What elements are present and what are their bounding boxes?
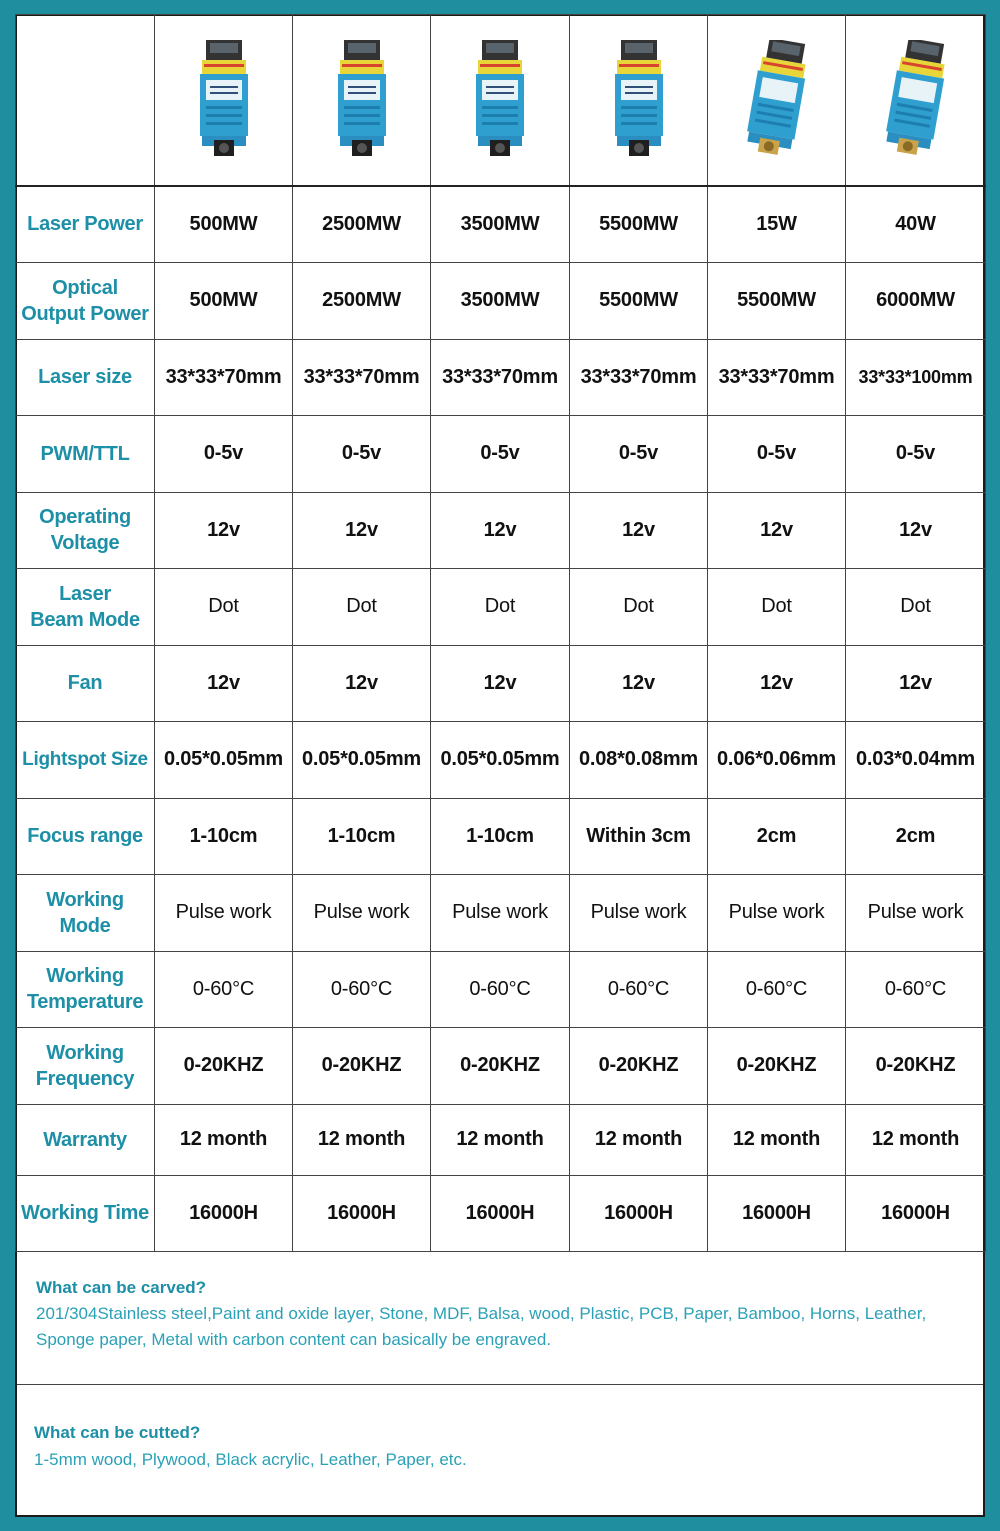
row-optical-output-power xyxy=(16,262,986,339)
product-image-cell xyxy=(570,15,708,187)
cell: 12v xyxy=(570,645,708,721)
row-laser-beam-mode xyxy=(16,568,986,645)
cell: 16000H xyxy=(570,1175,708,1251)
cell: 33*33*70mm xyxy=(708,339,846,415)
cell: 33*33*70mm xyxy=(431,339,570,415)
image-row xyxy=(16,15,986,187)
spec-table xyxy=(15,14,986,1252)
cell: 15W xyxy=(708,186,846,262)
row-label: Working Temperature xyxy=(16,951,155,1027)
cell: 16000H xyxy=(708,1175,846,1251)
cell: 0-60°C xyxy=(431,951,570,1027)
cell: 1-10cm xyxy=(293,798,431,874)
cell: 5500MW xyxy=(570,186,708,262)
cell: 500MW xyxy=(155,186,293,262)
cell: 12 month xyxy=(570,1104,708,1175)
cell: 0-60°C xyxy=(570,951,708,1027)
cell: 12v xyxy=(155,645,293,721)
cell: Dot xyxy=(293,568,431,645)
row-fan xyxy=(16,645,986,721)
product-image-cell xyxy=(431,15,570,187)
cell: 0-5v xyxy=(155,415,293,492)
cell: 1-10cm xyxy=(155,798,293,874)
cell: Pulse work xyxy=(708,874,846,951)
cell: 33*33*70mm xyxy=(570,339,708,415)
row-focus-range xyxy=(16,798,986,874)
carve-note xyxy=(17,1248,983,1385)
cell: 12 month xyxy=(708,1104,846,1175)
cell: 0-60°C xyxy=(155,951,293,1027)
cell: 12v xyxy=(155,492,293,568)
product-image-cell xyxy=(293,15,431,187)
cell: 0-5v xyxy=(570,415,708,492)
product-image-cell xyxy=(708,15,846,187)
cell: 0-20KHZ xyxy=(570,1027,708,1104)
cell: 33*33*70mm xyxy=(155,339,293,415)
cell: 16000H xyxy=(431,1175,570,1251)
carve-text: 201/304Stainless steel,Paint and oxide layer, Stone, MDF, Balsa, wood, Plastic, PCB, Paper, Bamboo, Horns, Leather, Sponge paper, Metal with carbon content can basically be engraved. xyxy=(36,1304,927,1349)
cell: 5500MW xyxy=(570,262,708,339)
cell: 0.03*0.04mm xyxy=(846,721,986,798)
cell: 12v xyxy=(846,645,986,721)
cell: Pulse work xyxy=(293,874,431,951)
row-laser-power xyxy=(16,186,986,262)
cell: 2500MW xyxy=(293,262,431,339)
cell: Dot xyxy=(846,568,986,645)
cell: 0-5v xyxy=(293,415,431,492)
laser-module-icon xyxy=(470,40,530,160)
cell: 2cm xyxy=(846,798,986,874)
cut-title: What can be cutted? xyxy=(34,1423,201,1442)
cell: 0-20KHZ xyxy=(431,1027,570,1104)
laser-module-icon xyxy=(747,40,807,160)
laser-module-icon xyxy=(332,40,392,160)
cell: 12v xyxy=(293,492,431,568)
row-label: Operating Voltage xyxy=(16,492,155,568)
row-lightspot-size xyxy=(16,721,986,798)
cell: 0-5v xyxy=(846,415,986,492)
row-label: Optical Output Power xyxy=(16,262,155,339)
cell: 0.05*0.05mm xyxy=(155,721,293,798)
row-label: Warranty xyxy=(16,1104,155,1175)
row-working-mode xyxy=(16,874,986,951)
cell: 12 month xyxy=(155,1104,293,1175)
product-image-cell xyxy=(155,15,293,187)
corner-cell xyxy=(16,15,155,187)
cell: 16000H xyxy=(846,1175,986,1251)
row-label: Laser size xyxy=(16,339,155,415)
row-label: Working Time xyxy=(16,1175,155,1251)
cell: 12 month xyxy=(293,1104,431,1175)
row-label: Focus range xyxy=(16,798,155,874)
laser-module-icon xyxy=(886,40,946,160)
cell: 33*33*70mm xyxy=(293,339,431,415)
cell: 0-20KHZ xyxy=(846,1027,986,1104)
cell: 1-10cm xyxy=(431,798,570,874)
row-laser-size xyxy=(16,339,986,415)
cell: 0-20KHZ xyxy=(708,1027,846,1104)
cell: 0-60°C xyxy=(708,951,846,1027)
row-pwm-ttl xyxy=(16,415,986,492)
cell: 0-20KHZ xyxy=(293,1027,431,1104)
cell: Pulse work xyxy=(155,874,293,951)
row-label: Laser Power xyxy=(16,186,155,262)
cell: 0-5v xyxy=(431,415,570,492)
cell: 12v xyxy=(570,492,708,568)
cell: 12v xyxy=(431,492,570,568)
row-working-frequency xyxy=(16,1027,986,1104)
cut-note xyxy=(17,1385,983,1515)
product-image-cell xyxy=(846,15,986,187)
cell: Dot xyxy=(155,568,293,645)
cell: 0-60°C xyxy=(846,951,986,1027)
cell: 0.06*0.06mm xyxy=(708,721,846,798)
cell: 12v xyxy=(846,492,986,568)
cell: 5500MW xyxy=(708,262,846,339)
cell: 0-5v xyxy=(708,415,846,492)
cell: 0.05*0.05mm xyxy=(431,721,570,798)
notes-section xyxy=(17,1248,983,1515)
cell: 12v xyxy=(708,645,846,721)
laser-module-icon xyxy=(609,40,669,160)
row-operating-voltage xyxy=(16,492,986,568)
cell: 2500MW xyxy=(293,186,431,262)
laser-module-icon xyxy=(194,40,254,160)
row-label: Working Frequency xyxy=(16,1027,155,1104)
row-label: PWM/TTL xyxy=(16,415,155,492)
cell: 12 month xyxy=(846,1104,986,1175)
carve-title: What can be carved? xyxy=(36,1278,207,1297)
row-label: Lightspot Size xyxy=(16,721,155,798)
cell: 16000H xyxy=(293,1175,431,1251)
cell: Dot xyxy=(570,568,708,645)
cell: 12v xyxy=(708,492,846,568)
cell: Pulse work xyxy=(846,874,986,951)
row-working-temperature xyxy=(16,951,986,1027)
cell: 40W xyxy=(846,186,986,262)
cell: 3500MW xyxy=(431,186,570,262)
cell: 12 month xyxy=(431,1104,570,1175)
cell: 0-60°C xyxy=(293,951,431,1027)
cell: 12v xyxy=(431,645,570,721)
cell: 33*33*100mm xyxy=(846,339,986,415)
cell: 0.05*0.05mm xyxy=(293,721,431,798)
cell: 3500MW xyxy=(431,262,570,339)
row-label: Working Mode xyxy=(16,874,155,951)
row-label: Laser Beam Mode xyxy=(16,568,155,645)
row-working-time xyxy=(16,1175,986,1251)
cut-text: 1-5mm wood, Plywood, Black acrylic, Leather, Paper, etc. xyxy=(34,1450,467,1469)
cell: Dot xyxy=(431,568,570,645)
cell: 500MW xyxy=(155,262,293,339)
cell: Pulse work xyxy=(431,874,570,951)
cell: Pulse work xyxy=(570,874,708,951)
cell: 12v xyxy=(293,645,431,721)
cell: Dot xyxy=(708,568,846,645)
cell: 6000MW xyxy=(846,262,986,339)
cell: Within 3cm xyxy=(570,798,708,874)
row-warranty xyxy=(16,1104,986,1175)
cell: 0.08*0.08mm xyxy=(570,721,708,798)
cell: 2cm xyxy=(708,798,846,874)
row-label: Fan xyxy=(16,645,155,721)
cell: 0-20KHZ xyxy=(155,1027,293,1104)
cell: 16000H xyxy=(155,1175,293,1251)
